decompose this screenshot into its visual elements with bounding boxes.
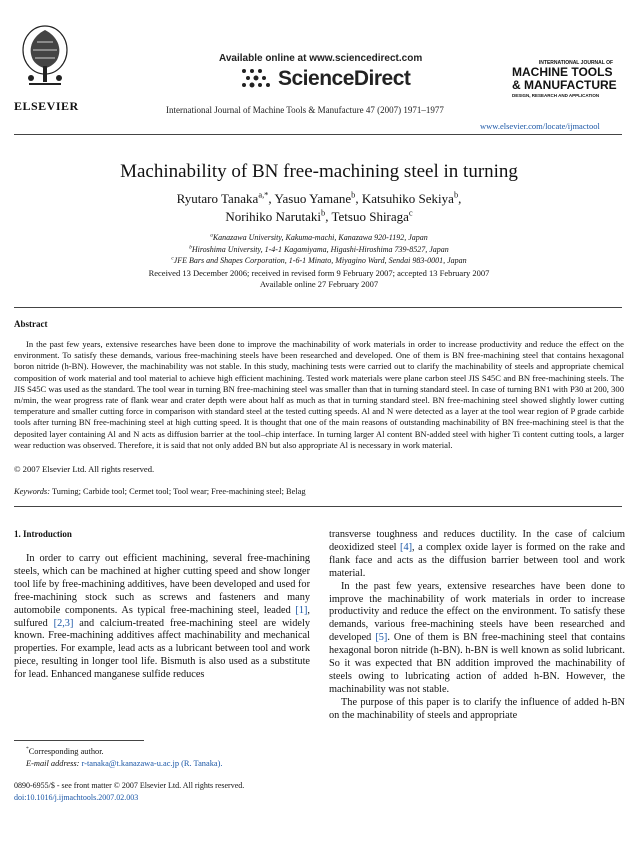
- abstract-heading: Abstract: [14, 319, 48, 329]
- author-line-1: Ryutaro Tanaka$^{a,*}$, Yasuo Yamane$^b$, Katsuhiko Sekiya$^b$,: [176, 189, 462, 206]
- intro-paragraph-2: transverse toughness and reduces ductility. In the case of calcium deoxidized steel [4], a complex oxide layer is formed on the rake and flank face and acts as the diffusion barrier between tool and work material.: [329, 529, 625, 579]
- elsevier-wordmark: ELSEVIER: [14, 99, 79, 113]
- affiliation: $^c$JFE Bars and Shapes Corporation, 1-6-1 Minato, Miyagino Ward, Sendai 983-0001, Japan: [171, 255, 467, 265]
- footnote: [14, 746, 310, 769]
- author-sup: a,*: [258, 189, 269, 200]
- intro-paragraph-4: The purpose of this paper is to clarify the influence of added h-BN on the machinability of steels and appropriate: [329, 696, 625, 721]
- author-line-2: Norihiko Narutaki$^b$, Tetsuo Shiraga$^c$: [225, 207, 413, 224]
- author-sup: b: [351, 189, 356, 200]
- author-name[interactable]: Yasuo Yamane: [274, 191, 352, 206]
- article-dates: [0, 268, 638, 290]
- affiliations: [0, 232, 638, 267]
- abstract-copyright: © 2007 Elsevier Ltd. All rights reserved.: [14, 464, 155, 474]
- available-online-text[interactable]: Available online at www.sciencedirect.com: [219, 53, 423, 64]
- journal-logo-intl: INTERNATIONAL JOURNAL OF: [538, 60, 614, 66]
- abstract-bottom-divider: [14, 506, 622, 507]
- header-divider: [14, 134, 622, 135]
- journal-url-link[interactable]: www.elsevier.com/locate/ijmactool: [480, 121, 600, 131]
- left-column: [14, 553, 310, 682]
- sciencedirect-wordmark: ScienceDirect: [278, 67, 411, 90]
- email-note: [14, 758, 310, 770]
- abstract-top-divider: [14, 307, 622, 308]
- article-title: Machinability of BN free-machining steel in turning: [120, 161, 518, 182]
- keywords-list: Turning; Carbide tool; Cermet tool; Tool wear; Free-machining steel; Belag: [51, 487, 306, 496]
- elsevier-tree-icon: [19, 22, 71, 92]
- footnote-divider: [14, 740, 144, 741]
- sciencedirect-dots-icon: [238, 66, 276, 92]
- available-online-date: Available online 27 February 2007: [259, 279, 379, 289]
- author-name[interactable]: Norihiko Narutaki: [225, 209, 321, 224]
- sciencedirect-logo: [238, 66, 410, 92]
- author-name[interactable]: Tetsuo Shiraga: [331, 209, 409, 224]
- journal-logo-title-1: MACHINE TOOLS: [512, 65, 613, 79]
- reference-link[interactable]: [1]: [295, 604, 308, 616]
- doi-link[interactable]: doi:10.1016/j.ijmachtools.2007.02.003: [14, 792, 139, 802]
- keywords-label: Keywords:: [14, 487, 50, 496]
- corresponding-note: *Corresponding author.: [26, 746, 104, 756]
- author-sup: c: [408, 207, 413, 218]
- journal-logo-title-2: & MANUFACTURE: [512, 78, 617, 92]
- received-dates: Received 13 December 2006; received in revised form 9 February 2007; accepted 13 February 2007: [148, 268, 490, 278]
- issn-line: 0890-6955/$ - see front matter © 2007 Elsevier Ltd. All rights reserved.: [14, 781, 245, 790]
- reference-link[interactable]: [2,3]: [53, 617, 74, 629]
- author-sup: b: [453, 189, 459, 200]
- email-link[interactable]: r-tanaka@t.kanazawa-u.ac.jp (R. Tanaka).: [81, 758, 223, 768]
- journal-logo: [512, 60, 630, 98]
- intro-paragraph-3: In the past few years, extensive researches have been done to improve the machinability of work materials in order to increase productivity and reduce the effect on the environment. To satisfy these demands, various free-machining steels have been researched and developed [5]. One of them is BN free-machining steel that contains hexagonal boron nitride (h-BN). h-BN is well known as solid lubricant. So it was expected that BN addition improved the machinability of steels owing to lubricating action of added h-BN. However, the machinability was not stable.: [329, 580, 625, 695]
- keywords: [14, 487, 624, 496]
- reference-link[interactable]: [5]: [375, 632, 388, 644]
- abstract-body: In the past few years, extensive researches have been done to improve the machinability of work materials in order to increase productivity and reduce the effect on the environment. To satisfy these demands, various free-machining steels have been researched and developed. One of them is BN free-machining steel that contains hexagonal boron nitride (h-BN). However, the machinability was not stable. In this study, machining tests were carried out to clarify the machinability of steels and appropriate chemical composition of work material and tool material to achieve high efficient machining. Tested work materials were plane carbon steel JIS S45C and BN free-machining steels. The JIS S45C was used as the standard. The tool wear in turning BN free-machining steel was smaller than that in turning standard steel. In case of turning BN1 with P30 at 200, 300 m/min, the wear progress rate of flank wear and crater depth were about half as much as that in turning standard steel. BN free-machining steel showed slightly lower cutting temperature and smaller cutting force in comparison with standard steel at the tested cutting speeds. Al and N were detected as a layer at the tool wear region of P grade carbide tools after turning BN free-machining steel at high cutting speed. It is thought that one of the main reasons of outstanding machinability of BN free-machining steel is that the deposited layer containing Al and N acts as diffusion barrier at the tool–chip interface. In turning larger Al content BN-added steel with higher Ti content cutting tools, a larger wear reduction was observed. Therefore, it is said that not only added BN but also appropriate Al is necessary in work material.: [14, 339, 624, 450]
- affiliation: $^b$Hiroshima University, 1-4-1 Kagamiyama, Higashi-Hiroshima 739-8527, Japan: [189, 243, 449, 254]
- author-name[interactable]: Ryutaro Tanaka: [176, 191, 259, 206]
- elsevier-logo: [14, 22, 79, 113]
- right-column: [329, 529, 625, 723]
- author-list: [0, 190, 638, 226]
- email-label: E-mail address:: [26, 758, 80, 768]
- author-name[interactable]: Katsuhiko Sekiya: [361, 191, 454, 206]
- journal-logo-subtitle: DESIGN, RESEARCH AND APPLICATION: [512, 93, 600, 98]
- journal-citation: International Journal of Machine Tools & Manufacture 47 (2007) 1971–1977: [166, 105, 444, 115]
- front-matter: [14, 780, 244, 803]
- section-heading: 1. Introduction: [14, 529, 72, 539]
- author-sup: b: [321, 207, 326, 218]
- intro-paragraph-1: In order to carry out efficient machining, several free-machining steels, which can be machined at higher cutting speed and show longer tool life by free-machining additives, have been developed and used for free-machining stock such as screws and fasteners and many automobile components. As typical free-machining steel, leaded [1], sulfured [2,3] and calcium-treated free-machining steel are widely known. Free-machining additives affect machinability and mechanical properties. For example, lead acts as a lubricant between tool and work piece, resulting in longer tool life. Bismuth is also used as a substitute for lead. Enhanced manganese sulfide reduces: [14, 553, 310, 681]
- reference-link[interactable]: [4]: [400, 541, 413, 553]
- affiliation: $^a$Kanazawa University, Kakuma-machi, Kanazawa 920-1192, Japan: [210, 232, 428, 242]
